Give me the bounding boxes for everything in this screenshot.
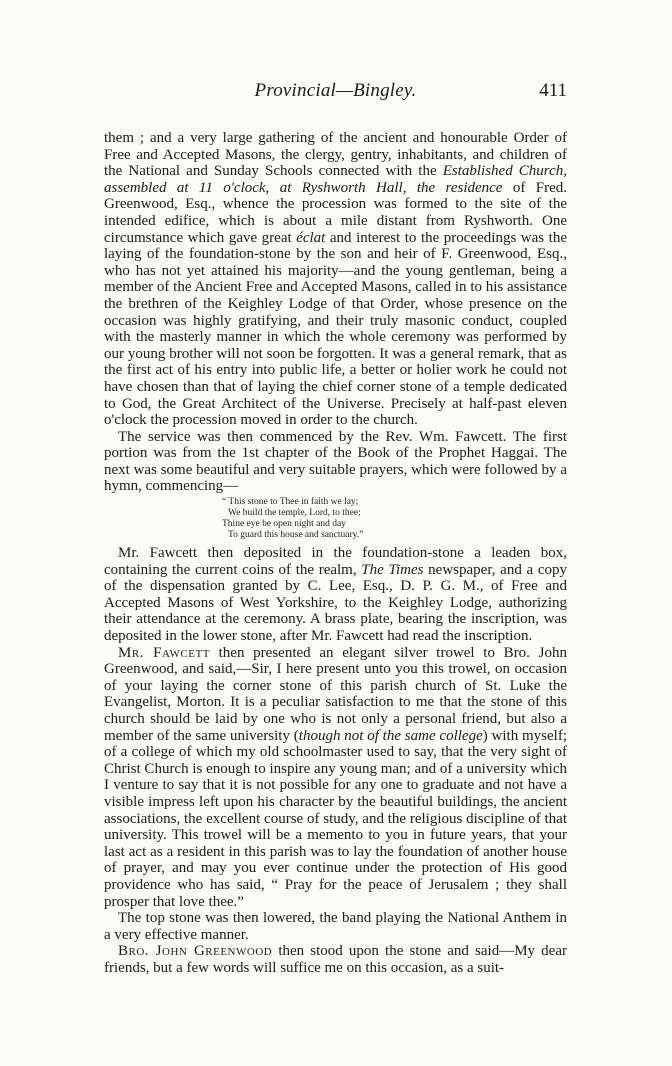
hymn-line: We build the temple, Lord, to thee; — [228, 508, 361, 519]
paragraph-procession: them ; and a very large gathering of the ancient and honourable Order of Free and Accepted Masons, the clergy, gentry, inhabitants, and children of the National and Sunday Schools connected with the Established Church, assembled at 11 o'clock, at Ryshworth Hall, the residence of Fred. Greenwood, Esq., whence the procession was formed to the site of the intended edifice, which is about a mile distant from Ryshworth. One circumstance which gave great éclat and interest to the proceedings was the laying of the foundation-stone by the son and heir of F. Greenwood, Esq., who has not yet attained his majority—and the young gentleman, being a member of the Ancient Free and Accepted Masons, called in to his assistance the brethren of the Keighley Lodge of that Order, whose presence on the occasion was highly gratifying, and their truly masonic conduct, coupled with the masterly manner in which the whole ceremony was performed by our young brother will not soon be forgotten. It was a general remark, that as the first act of his entry into public life, a better or holier work he could not have chosen than that of laying the chief corner stone of a temple dedicated to God, the Great Architect of the Universe. Precisely at half-past eleven o'clock the procession moved in order to the church. — [104, 130, 567, 429]
page-number: 411 — [539, 80, 567, 101]
paragraph-greenwood-speech: Bro. John Greenwood then stood upon the stone and said—My dear friends, but a few words will suffice me on this occasion, as a suit- — [104, 943, 567, 976]
page-header — [104, 80, 567, 110]
paragraph-service: The service was then commenced by the Rev. Wm. Fawcett. The first portion was from the 1st chapter of the Book of the Prophet Haggai. The next was some beautiful and very suitable prayers, which were followed by a hymn, commencing— — [104, 428, 567, 495]
paragraph-trowel-speech: Mr. Fawcett then presented an elegant silver trowel to Bro. John Greenwood, and said,—Sir, I here present unto you this trowel, on occasion of your laying the corner stone of this parish church of St. Luke the Evangelist, Morton. It is a peculiar satisfaction to me that the stone of this church should be laid by one who is not only a personal friend, but also a member of the same university (though not of the same college) with myself; of a college of which my old schoolmaster used to say, that the very sight of Christ Church is enough to inspire any young man; and of a university which I venture to say that it is not possible for any one to graduate and not have a visible impress left upon his character by the beautiful buildings, the ancient associations, the excellent course of study, and the religious discipline of that university. This trowel will be a memento to you in future years, that your last act as a resident in this parish was to lay the foundation of another house of prayer, and may you ever continue under the protection of His good providence who has said, “ Pray for the peace of Jerusalem ; they shall prosper that love thee.” — [104, 644, 568, 910]
running-title: Provincial—Bingley. — [254, 80, 417, 101]
paragraph-deposit: Mr. Fawcett then deposited in the foundation-stone a leaden box, containing the current coins of the realm, The Times newspaper, and a copy of the dispensation granted by C. Lee, Esq., D. P. G. M., of Free and Accepted Masons of West Yorkshire, to the Keighley Lodge, authorizing their attendance at the ceremony. A brass plate, bearing the inscription, was deposited in the lower stone, after Mr. Fawcett had read the inscription. — [104, 545, 568, 645]
hymn-line: Thine eye be open night and day — [222, 519, 346, 530]
paragraph-anthem: The top stone was then lowered, the band playing the National Anthem in a very effective manner. — [104, 910, 567, 943]
hymn-line: “ This stone to Thee in faith we lay; — [222, 497, 359, 508]
hymn-line: To guard this house and sanctuary.” — [228, 530, 364, 541]
body-text — [104, 130, 567, 977]
hymn-quote — [222, 497, 567, 541]
